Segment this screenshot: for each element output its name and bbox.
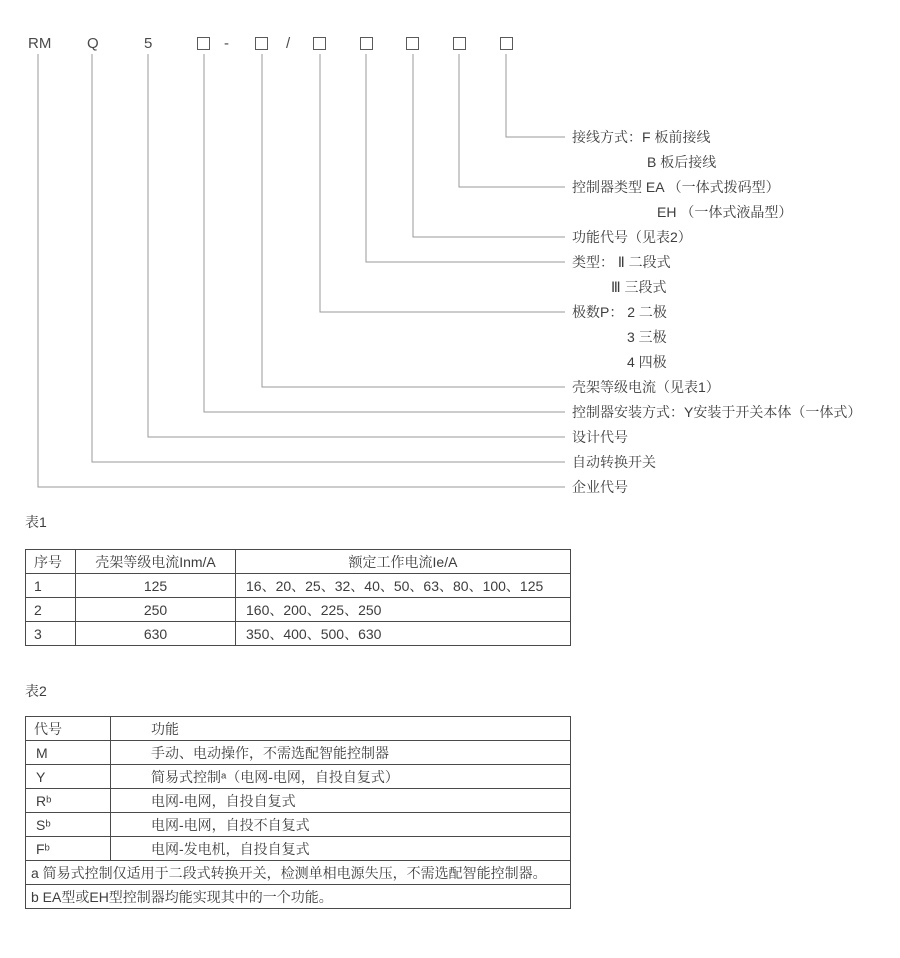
table-row <box>26 574 571 598</box>
label-type-ii: 类型： Ⅱ 二段式 <box>572 254 671 270</box>
label-controller-type-eh: EH （一体式液晶型） <box>657 204 793 220</box>
code-slash: / <box>286 35 291 52</box>
table-footnote-row <box>26 885 571 909</box>
table1-header-cell: 壳架等级电流Inm/A <box>76 550 236 574</box>
table-row <box>26 765 571 789</box>
table-cell: 630 <box>76 622 236 646</box>
table-cell: Sᵇ <box>26 813 111 837</box>
table-row <box>26 837 571 861</box>
code-prefix-rm: RM <box>28 35 52 52</box>
label-transfer-switch: 自动转换开关 <box>572 454 656 470</box>
label-poles-4: 4 四极 <box>627 354 667 370</box>
connector-line <box>366 54 565 262</box>
table1-header-row <box>26 550 571 574</box>
code-placeholder-box <box>255 37 268 50</box>
table-row <box>26 813 571 837</box>
table-cell: M <box>26 741 111 765</box>
table1-header-cell: 额定工作电流Ie/A <box>236 550 571 574</box>
label-controller-mounting: 控制器安装方式：Y安装于开关本体（一体式） <box>572 404 862 420</box>
code-dash: - <box>224 35 229 52</box>
table-row <box>26 741 571 765</box>
table-cell: 2 <box>26 598 76 622</box>
code-seg-5: 5 <box>144 35 153 52</box>
table1-caption: 表1 <box>25 514 47 530</box>
code-placeholder-box <box>360 37 373 50</box>
table-cell: 350、400、500、630 <box>236 622 571 646</box>
table2 <box>25 716 571 909</box>
table-footnote-b: b EA型或EH型控制器均能实现其中的一个功能。 <box>26 885 571 909</box>
table-cell: 电网-电网，自投自复式 <box>111 789 571 813</box>
table-cell: 3 <box>26 622 76 646</box>
table-cell: 1 <box>26 574 76 598</box>
table2-header-cell: 功能 <box>111 717 571 741</box>
connector-line <box>413 54 565 237</box>
label-type-iii: Ⅲ 三段式 <box>611 279 667 295</box>
code-placeholder-box <box>500 37 513 50</box>
table-row <box>26 598 571 622</box>
table-cell: 250 <box>76 598 236 622</box>
table-cell: Fᵇ <box>26 837 111 861</box>
table-row <box>26 789 571 813</box>
code-seg-q: Q <box>87 35 99 52</box>
table2-header-row <box>26 717 571 741</box>
label-enterprise-code: 企业代号 <box>572 479 628 495</box>
table-cell: Y <box>26 765 111 789</box>
table-cell: 手动、电动操作，不需选配智能控制器 <box>111 741 571 765</box>
connector-line <box>320 54 565 312</box>
table-cell: 16、20、25、32、40、50、63、80、100、125 <box>236 574 571 598</box>
table-footnote-a: a 简易式控制仅适用于二段式转换开关，检测单相电源失压，不需选配智能控制器。 <box>26 861 571 885</box>
table1-header-cell: 序号 <box>26 550 76 574</box>
label-poles-2: 极数P： 2 二极 <box>572 304 667 320</box>
table-cell: 简易式控制ᵃ（电网-电网，自投自复式） <box>111 765 571 789</box>
table2-header-cell: 代号 <box>26 717 111 741</box>
label-controller-type-ea: 控制器类型 EA （一体式拨码型） <box>572 179 780 195</box>
table1 <box>25 549 571 646</box>
table-cell: Rᵇ <box>26 789 111 813</box>
connector-line <box>148 54 565 437</box>
table-footnote-row <box>26 861 571 885</box>
table-cell: 电网-发电机，自投自复式 <box>111 837 571 861</box>
connector-line <box>204 54 565 412</box>
table-row <box>26 622 571 646</box>
table-cell: 160、200、225、250 <box>236 598 571 622</box>
table-cell: 125 <box>76 574 236 598</box>
code-placeholder-box <box>453 37 466 50</box>
label-wiring-method-b: B 板后接线 <box>647 154 717 170</box>
label-poles-3: 3 三极 <box>627 329 667 345</box>
label-wiring-method: 接线方式：F 板前接线 <box>572 129 711 145</box>
table2-caption: 表2 <box>25 683 47 699</box>
label-function-code: 功能代号（见表2） <box>572 229 692 245</box>
label-design-code: 设计代号 <box>572 429 628 445</box>
connector-line <box>459 54 565 187</box>
connector-line <box>92 54 565 462</box>
label-frame-current: 壳架等级电流（见表1） <box>572 379 720 395</box>
code-placeholder-box <box>313 37 326 50</box>
code-placeholder-box <box>406 37 419 50</box>
code-placeholder-box <box>197 37 210 50</box>
table-cell: 电网-电网，自投不自复式 <box>111 813 571 837</box>
connector-line <box>38 54 565 487</box>
connector-line <box>506 54 565 137</box>
